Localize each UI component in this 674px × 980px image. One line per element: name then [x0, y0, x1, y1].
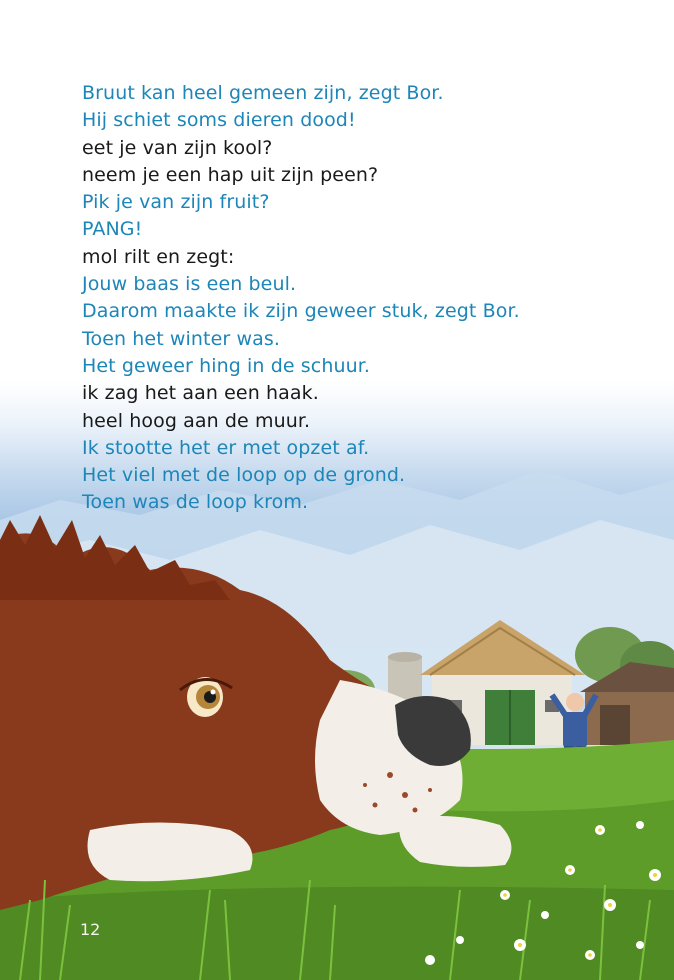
text-line: Toen het winter was. [82, 327, 280, 350]
text-line: Pik je van zijn fruit? [82, 191, 270, 214]
text-line: Ik stootte het er met opzet af. [82, 436, 370, 459]
text-line: Toen was de loop krom. [82, 491, 309, 514]
story-text [82, 80, 642, 517]
text-line: eet je van zijn kool? [82, 136, 273, 159]
text-line: Het geweer hing in de schuur. [82, 354, 371, 377]
text-line: neem je een hap uit zijn peen? [82, 163, 379, 186]
text-line: ik zag het aan een haak. [82, 382, 319, 405]
page-number: 12 [80, 920, 101, 939]
text-line: Hij schiet soms dieren dood! [82, 109, 356, 132]
text-line: PANG! [82, 218, 143, 241]
text-line: Jouw baas is een beul. [82, 273, 297, 296]
text-line: mol rilt en zegt: [82, 245, 235, 268]
text-line: Het viel met de loop op de grond. [82, 464, 406, 487]
text-line: Daarom maakte ik zijn geweer stuk, zegt Bor. [82, 300, 520, 323]
text-line: heel hoog aan de muur. [82, 409, 311, 432]
text-line: Bruut kan heel gemeen zijn, zegt Bor. [82, 82, 444, 104]
